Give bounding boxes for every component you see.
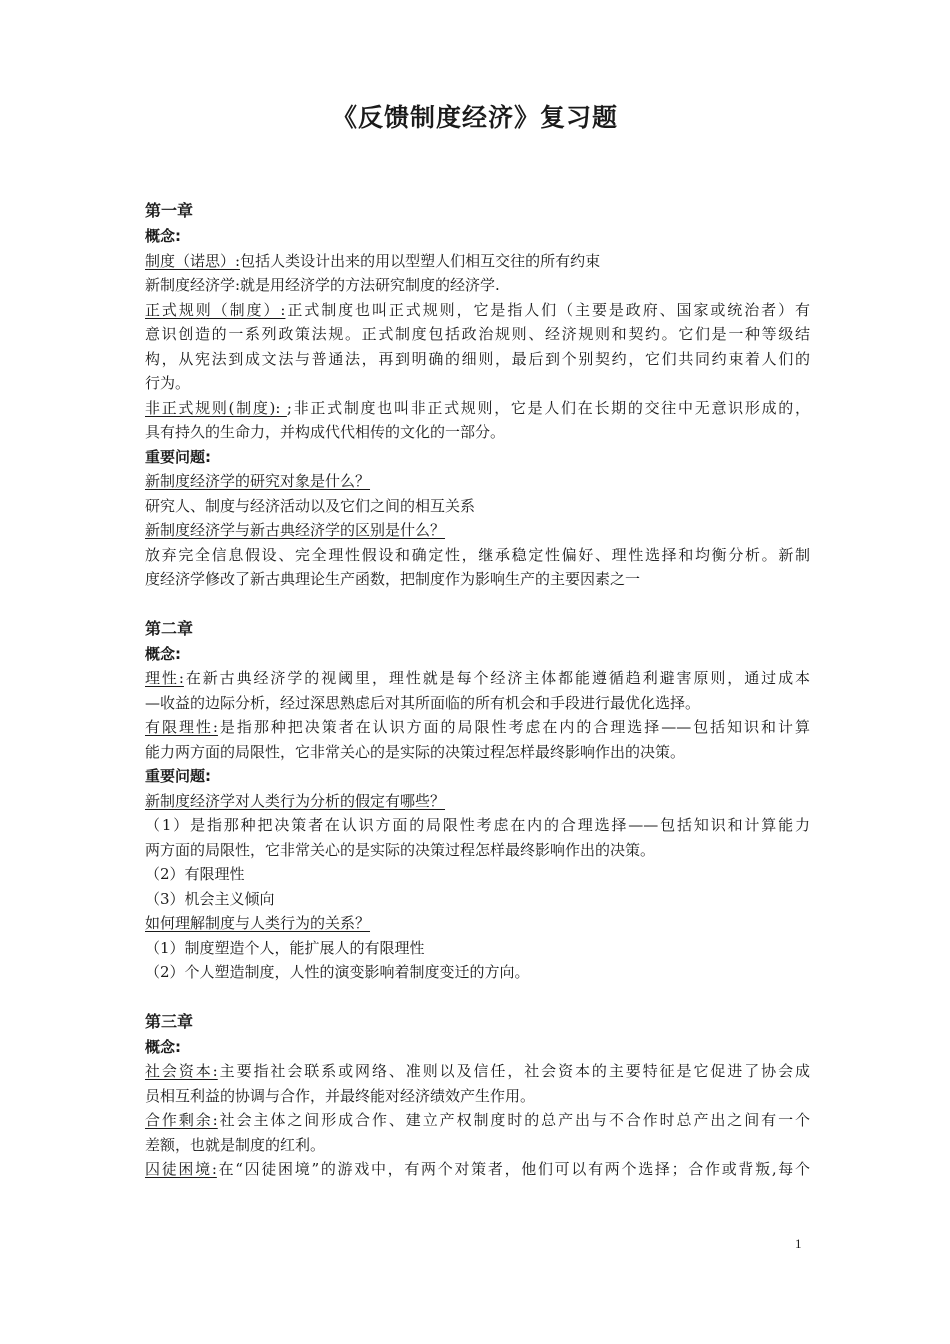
question: 新制度经济学的研究对象是什么？ [145,472,371,490]
concept-paragraph [145,298,810,323]
concept-text-line: 意识创造的一系列政策法规。正式制度包括政治规则、经济规则和契约。它们是一种等级结 [145,325,810,343]
concept-term: 正式规则（制度）: [145,300,286,319]
concept-text-line: 构，从宪法到成文法与普通法，再到明确的细则，最后到个别契约，它们共同约束着人们的 [145,349,810,368]
question: 新制度经济学与新古典经济学的区别是什么？ [145,521,446,539]
questions-label: 重要问题: [145,767,211,785]
concept-paragraph [145,1108,810,1133]
concept-term: 合作剩余: [145,1111,218,1129]
answer: （3）机会主义倾向 [145,889,275,908]
concept-text-line: 行为。 [145,374,191,392]
concept-term: 有限理性: [145,718,218,736]
concept-text-line: 员相互利益的协调与合作，并最终能对经济绩效产生作用。 [145,1086,536,1105]
questions-label: 重要问题: [145,447,211,466]
concept-paragraph [145,1157,810,1182]
chapter-3-heading: 第三章 [145,1011,194,1031]
concept-text: 在新古典经济学的视阈里，理性就是每个经济主体都能遵循趋利避害原则，通过成本 [183,669,810,687]
concept-paragraph: 新制度经济学:就是用经济学的方法研究制度的经济学. [145,276,500,294]
concepts-label: 概念: [145,644,181,663]
concept-text: 包括人类设计出来的用以型塑人们相互交往的所有约束 [240,251,601,270]
answer: （1）制度塑造个人，能扩展人的有限理性 [145,938,425,957]
answer: 放弃完全信息假设、完全理性假设和确定性，继承稳定性偏好、理性选择和均衡分析。新制 [145,545,810,564]
concept-text: 是指那种把决策者在认识方面的局限性考虑在内的合理选择——包括知识和计算 [217,718,810,736]
concept-text-line: 能力两方面的局限性，它非常关心的是实际的决策过程怎样最终影响作出的决策。 [145,742,686,761]
concept-text: 主要指社会联系或网络、准则以及信任，社会资本的主要特征是它促进了协会成 [217,1062,810,1080]
concept-paragraph [145,715,810,740]
concept-paragraph [145,1059,810,1084]
concept-term: 囚徒困境: [145,1160,217,1178]
question: 如何理解制度与人类行为的关系？ [145,914,371,932]
answer: 研究人、制度与经济活动以及它们之间的相互关系 [145,496,476,515]
answer: （2）个人塑造制度，人性的演变影响着制度变迁的方向。 [145,963,530,981]
concept-text-line: 具有持久的生命力，并构成代代相传的文化的一部分。 [145,423,506,441]
concept-term: 制度（诺思）: [145,251,241,270]
concepts-label: 概念: [145,227,181,245]
answer: 度经济学修改了新古典理论生产函数，把制度作为影响生产的主要因素之一 [145,570,641,588]
chapter-1-heading: 第一章 [145,201,194,220]
concept-paragraph [145,396,810,421]
concept-paragraph [145,249,810,274]
answer: 两方面的局限性，它非常关心的是实际的决策过程怎样最终影响作出的决策。 [145,840,656,859]
concept-text-line: —收益的边际分析，经过深思熟虑后对其所面临的所有机会和手段进行最优化选择。 [145,693,701,712]
answer: （2）有限理性 [145,865,245,883]
page-number: 1 [795,1236,802,1251]
document-body [145,198,810,1182]
concept-paragraph [145,666,810,691]
concept-term: 社会资本: [145,1062,218,1080]
concept-text: 社会主体之间形成合作、建立产权制度时的总产出与不合作时总产出之间有一个 [217,1111,810,1129]
concept-text: 正式制度也叫正式规则，它是指人们（主要是政府、国家或统治者）有 [285,300,810,319]
question: 新制度经济学对人类行为分析的假定有哪些？ [145,791,446,810]
concepts-label: 概念: [145,1037,181,1056]
concept-text-line: 差额，也就是制度的红利。 [145,1135,326,1154]
page-title: 《反馈制度经济》复习题 [331,103,618,132]
chapter-2-heading: 第二章 [145,618,194,638]
concept-text: ;非正式制度也叫非正式规则，它是人们在长期的交往中无意识形成的， [286,398,810,417]
answer: （1）是指那种把决策者在认识方面的局限性考虑在内的合理选择——包括知识和计算能力 [145,816,810,834]
concept-text: 在“囚徒困境”的游戏中，有两个对策者，他们可以有两个选择；合作或背叛,每个 [216,1160,810,1178]
concept-term: 理性: [145,669,184,687]
concept-term: 非正式规则(制度): [145,398,287,417]
